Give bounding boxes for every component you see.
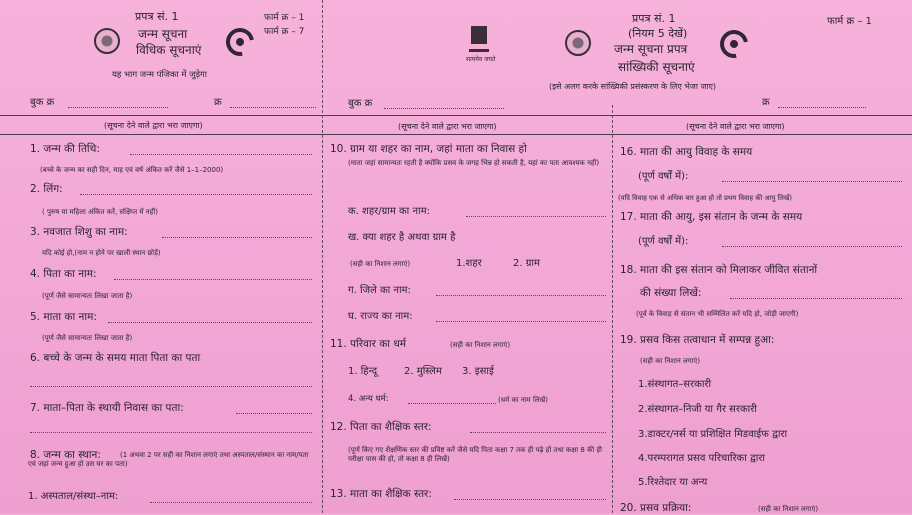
q17-sub-label: (पूर्ण वर्षों में): — [638, 236, 689, 247]
q16-mother-age-marriage-label: 16. माता की आयु विवाह के समय — [620, 146, 753, 158]
q4-note: (पूर्ण जैसे सामान्यतः लिखा जाता है) — [42, 292, 133, 300]
right-rule-reference: (नियम 5 देखें) — [628, 27, 688, 40]
family-planning-logo-icon-right — [715, 25, 754, 64]
q8-birth-place-label: 8. जन्म का स्थान: — [30, 449, 101, 461]
option-muslim[interactable]: 2. मुस्लिम — [404, 366, 442, 377]
qkh-city-or-village-label: ख. क्या शहर है अथवा ग्राम है — [348, 232, 456, 243]
right-title-statistical: सांख्यिकी सूचनाएं — [618, 60, 695, 74]
q11-note: (सही का निशान लगाएं) — [450, 341, 511, 349]
q18-note: (पूर्व के विवाह से संतान भी सम्मिलित करें यदि हो, जोड़ी जाएगी) — [636, 310, 799, 318]
left-kr-label: क्र — [214, 97, 222, 108]
q16-note: (यदि विवाह एक से अधिक बार हुआ हो तो प्रथम विवाह की आयु लिखें) — [618, 194, 793, 202]
option-doctor-nurse-midwife[interactable]: 3.डाक्टर/नर्स या प्रशिक्षित मिडवाईफ द्वारा — [638, 429, 788, 440]
q2-note: ( पुरुष या महिला अंकित करें, संक्षिप्त में नहीं) — [42, 208, 158, 216]
q2-gender-label: 2. लिंग: — [30, 183, 63, 195]
option-village[interactable]: 2. ग्राम — [513, 258, 540, 269]
qg-district-label: ग. जिले का नाम: — [348, 285, 411, 296]
emblem-caption: सत्यमेव जयते — [466, 56, 496, 63]
q18-sub-label: की संख्या लिखें: — [640, 287, 702, 299]
q7-permanent-address-label: 7. माता–पिता के स्थायी निवास का पता: — [30, 402, 184, 414]
q1-note: (बच्चे के जन्म का सही दिन, माह एवं वर्ष अंकित करें जैसे 1–1–2000) — [40, 166, 224, 174]
q11-religion-label: 11. परिवार का धर्म — [330, 338, 407, 350]
q8-1-hospital-field[interactable] — [150, 502, 312, 503]
q10-residence-label: 10. ग्राम या शहर का नाम, जहां माता का निवास हो — [330, 143, 527, 155]
left-farm-number-7: फार्म क्र – 7 — [264, 27, 305, 37]
subheader-rule — [0, 134, 912, 135]
option-hindu[interactable]: 1. हिन्दू — [348, 366, 378, 377]
left-register-note: यह भाग जन्म पंजिका में जुड़ेगा — [112, 70, 207, 80]
q7-address-field-1[interactable] — [236, 413, 312, 414]
right-processing-note: (इसे अलग करके सांख्यिकी प्रसंस्करण के लिए भेजा जाए) — [549, 82, 717, 91]
seal-icon-right — [565, 30, 591, 56]
column-divider-right — [612, 105, 613, 513]
right-farm-number: फार्म क्र – 1 — [827, 16, 872, 27]
q3-child-name-label: 3. नवजात शिशु का नाम: — [30, 226, 128, 238]
qgh-state-field[interactable] — [436, 321, 606, 322]
right-kr-field[interactable] — [778, 107, 866, 108]
national-emblem-icon — [469, 22, 489, 52]
q8-note: (1 अथवा 2 पर सही का निशान लगाएं तथा अस्पताल/संस्थान का नाम/पता एवं जहां जन्म हुआ हो उस घर का पता) — [28, 451, 309, 468]
header-rule — [0, 115, 912, 116]
q16-age-field[interactable] — [722, 181, 902, 182]
qk-city-village-name-label: क. शहर/ग्राम का नाम: — [348, 206, 430, 217]
q5-note: (पूर्ण जैसे सामान्यतः लिखा जाता है) — [42, 334, 133, 342]
q8-1-hospital-label: 1. अस्पताल/संस्था–नाम: — [28, 491, 119, 502]
q13-mother-education-label: 13. माता का शैक्षिक स्तर: — [330, 488, 432, 500]
q18-count-field[interactable] — [730, 298, 902, 299]
q4-father-name-field[interactable] — [114, 279, 312, 280]
col1-filled-by: (सूचना देने वाले द्वारा भरा जाएगा) — [104, 121, 203, 130]
q3-note: यदि कोई हो,(नाम न होने पर खाली स्थान छोड़ें) — [42, 249, 161, 257]
q6-parents-address-label: 6. बच्चे के जन्म के समय माता पिता का पता — [30, 352, 201, 364]
q12-father-education-label: 12. पिता का शैक्षिक स्तर: — [330, 421, 432, 433]
mid-book-label: बुक क्र — [348, 98, 373, 109]
option-institutional-private[interactable]: 2.संस्थागत–निजी या गैर सरकारी — [638, 404, 757, 415]
q6-address-field[interactable] — [30, 386, 312, 387]
mid-book-field[interactable] — [384, 108, 504, 109]
q7-address-field-2[interactable] — [30, 432, 312, 433]
left-farm-number-1: फार्म क्र – 1 — [264, 13, 305, 23]
q19-note: (सही का निशान लगाएं) — [640, 357, 701, 365]
q19-delivery-supervision-label: 19. प्रसव किस तत्वाधान में सम्पन्न हुआ: — [620, 334, 775, 346]
q18-living-children-label: 18. माता की इस संतान को मिलाकर जीवित संतानों — [620, 264, 818, 276]
q13-mother-education-field[interactable] — [454, 499, 606, 500]
col2-filled-by: (सूचना देने वाले द्वारा भरा जाएगा) — [398, 122, 497, 131]
q5-mother-name-label: 5. माता का नाम: — [30, 311, 97, 323]
q3-child-name-field[interactable] — [162, 237, 312, 238]
q4-father-name-label: 4. पिता का नाम: — [30, 268, 97, 280]
left-book-label: बुक क्र — [30, 97, 55, 108]
col3-filled-by: (सूचना देने वाले द्वारा भरा जाएगा) — [686, 122, 785, 131]
q1-birth-date-label: 1. जन्म की तिथि: — [30, 143, 100, 155]
other-religion-field[interactable] — [408, 403, 496, 404]
left-book-field[interactable] — [68, 107, 168, 108]
option-relative-other[interactable]: 5.रिश्तेदार या अन्य — [638, 477, 708, 488]
q2-gender-field[interactable] — [80, 194, 312, 195]
q16-sub-label: (पूर्ण वर्षों में): — [638, 171, 689, 182]
q17-age-field[interactable] — [722, 246, 902, 247]
option-city[interactable]: 1.शहर — [456, 258, 482, 269]
qg-district-field[interactable] — [436, 295, 606, 296]
right-kr-label: क्र — [762, 97, 770, 108]
option-institutional-government[interactable]: 1.संस्थागत–सरकारी — [638, 379, 712, 390]
left-kr-field[interactable] — [230, 107, 316, 108]
left-title-legal-info: विधिक सूचनाएं — [136, 43, 202, 57]
seal-icon — [94, 28, 120, 54]
right-title-birth-form: जन्म सूचना प्रपत्र — [614, 42, 688, 56]
option-traditional-attendant[interactable]: 4.परम्परागत प्रसव परिचारिका द्वारा — [638, 453, 766, 464]
q20-note: (सही का निशान लगाएं) — [758, 505, 819, 513]
family-planning-logo-icon — [221, 23, 260, 62]
q12-father-education-field[interactable] — [470, 432, 606, 433]
qkh-note: (सही का निशान लगाएं) — [350, 260, 411, 268]
qk-city-village-field[interactable] — [466, 216, 606, 217]
option-christian[interactable]: 3. इसाई — [462, 366, 494, 377]
left-title-birth-notice: जन्म सूचना — [138, 27, 188, 41]
q10-note: (माता जहां सामान्यतः रहती है क्योंकि प्रसव के जगह भिन्न हो सकती है, यहां का पता आवश्यक नहीं) — [348, 159, 600, 167]
q5-mother-name-field[interactable] — [108, 322, 312, 323]
option-other-religion[interactable]: 4. अन्य धर्म: — [348, 394, 389, 404]
column-divider-left — [322, 0, 323, 513]
q12-note: (पूर्ण किए गए शैक्षणिक स्तर की प्रविष्ट करें जैसे यदि पिता कक्षा 7 तक ही पढ़े हों तथा कक्षा 8 की ही परीक्षा पास की हो, तो कक्षा 8 ही लिखें) — [348, 446, 602, 463]
right-form-number: प्रपत्र सं. 1 — [632, 12, 676, 25]
left-form-number: प्रपत्र सं. 1 — [135, 10, 179, 23]
qgh-state-label: घ. राज्य का नाम: — [348, 311, 413, 322]
q17-mother-age-birth-label: 17. माता की आयु, इस संतान के जन्म के समय — [620, 211, 803, 223]
q1-birth-date-field[interactable] — [130, 154, 312, 155]
q20-delivery-process-label: 20. प्रसव प्रक्रिया: — [620, 502, 692, 514]
other-religion-note: (धर्म का नाम लिखें) — [498, 396, 548, 404]
